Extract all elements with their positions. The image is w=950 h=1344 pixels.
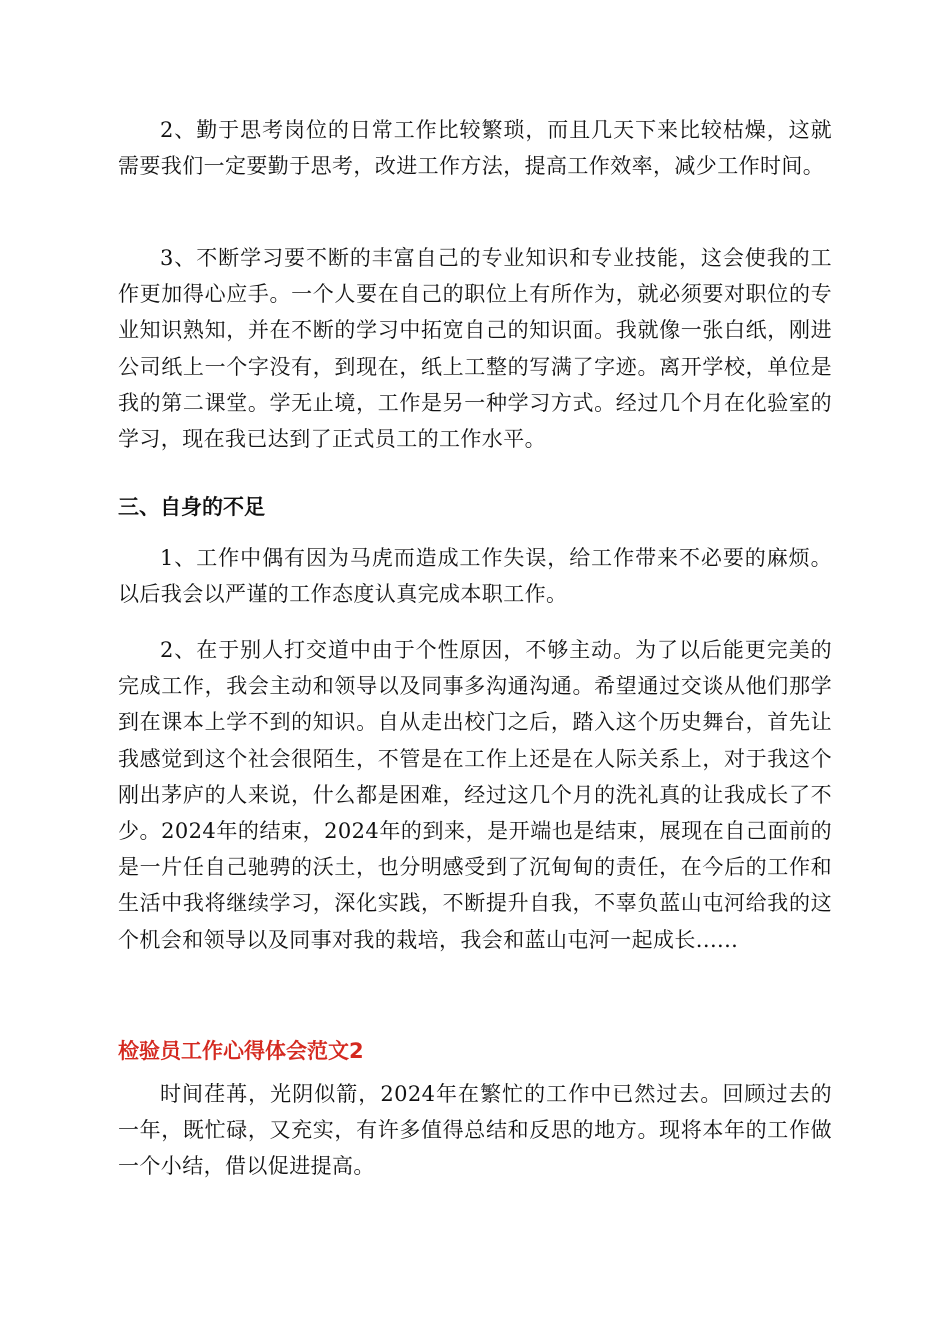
paragraph-shortcoming-1: 1、工作中偶有因为马虎而造成工作失误，给工作带来不必要的麻烦。以后我会以严谨的工作态度认真完成本职工作。 bbox=[118, 546, 832, 607]
paragraph-shortcoming-2: 2、在于别人打交道中由于个性原因，不够主动。为了以后能更完美的完成工作，我会主动和领导以及同事多沟通沟通。希望通过交谈从他们那学到在课本上学不到的知识。自从走出校门之后，踏入这个历史舞台，首先让我感觉到这个社会很陌生，不管是在工作上还是在人际关系上，对于我这个刚出茅庐的人来说，什么都是困难，经过这几个月的洗礼真的让我成长了不少。2024年的结束，2024年的到来，是开端也是结束，展现在自己面前的是一片任自己驰骋的沃土，也分明感受到了沉甸甸的责任，在今后的工作和生活中我将继续学习，深化实践，不断提升自我，不辜负蓝山屯河给我的这个机会和领导以及同事对我的栽培，我会和蓝山屯河一起成长...... bbox=[118, 638, 832, 952]
paragraph-think-diligently: 2、勤于思考岗位的日常工作比较繁琐，而且几天下来比较枯燥，这就需要我们一定要勤于思考，改进工作方法，提高工作效率，减少工作时间。 bbox=[118, 118, 832, 179]
article-title: 检验员工作心得体会范文2 bbox=[118, 1039, 364, 1063]
paragraph-keep-learning: 3、不断学习要不断的丰富自己的专业知识和专业技能，这会使我的工作更加得心应手。一个人要在自己的职位上有所作为，就必须要对职位的专业知识熟知，并在不断的学习中拓宽自己的知识面。我就像一张白纸，刚进公司纸上一个字没有，到现在，纸上工整的写满了字迹。离开学校，单位是我的第二课堂。学无止境，工作是另一种学习方式。经过几个月在化验室的学习，现在我已达到了正式员工的工作水平。 bbox=[118, 246, 832, 452]
section-heading-shortcomings: 三、自身的不足 bbox=[118, 495, 265, 519]
paragraph-article-intro: 时间荏苒，光阴似箭，2024年在繁忙的工作中已然过去。回顾过去的一年，既忙碌，又充实，有许多值得总结和反思的地方。现将本年的工作做一个小结，借以促进提高。 bbox=[118, 1082, 832, 1179]
